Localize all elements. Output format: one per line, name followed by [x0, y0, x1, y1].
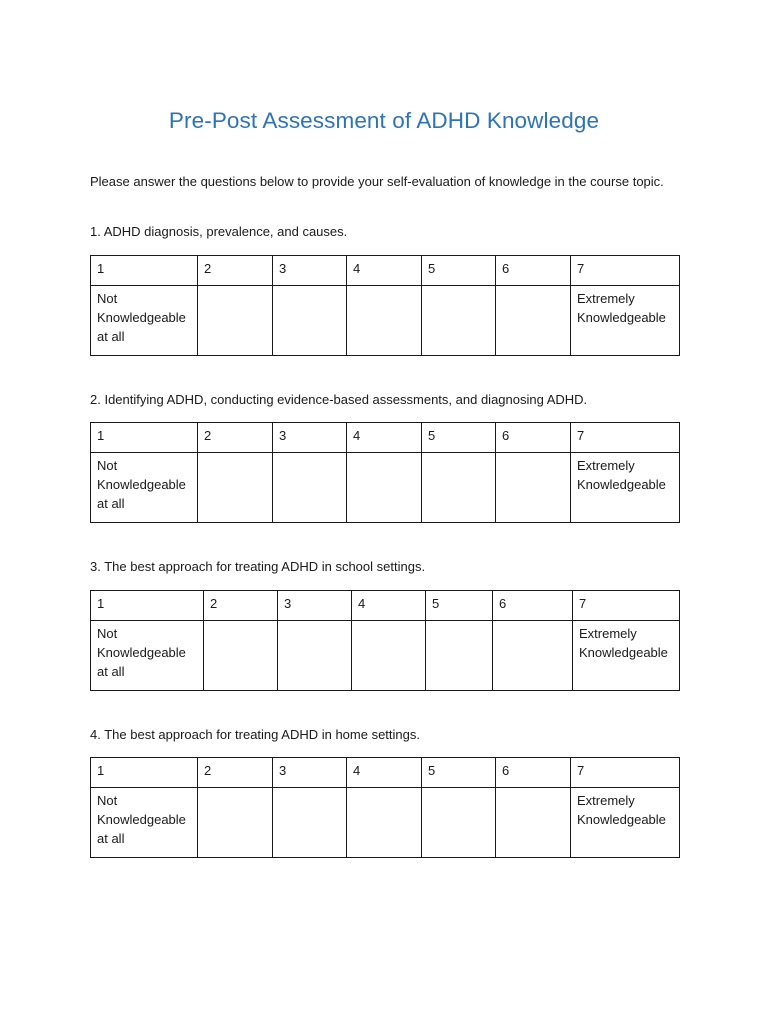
rating-cell-6[interactable] [496, 286, 571, 356]
anchor-label-line: Knowledgeable [97, 645, 186, 660]
anchor-label-line: Knowledgeable [577, 310, 666, 325]
scale-number-cell-6: 6 [496, 256, 571, 286]
scale-number-row [91, 256, 680, 286]
scale-low-anchor[interactable] [91, 453, 198, 523]
intro-text: Please answer the questions below to provide your self-evaluation of knowledge in the course topic. [90, 174, 664, 189]
anchor-label-line: Not [97, 626, 118, 641]
scale-number-cell-6: 6 [496, 423, 571, 453]
rating-cell-5[interactable] [426, 621, 493, 691]
rating-cell-6[interactable] [496, 788, 571, 858]
scale-high-anchor[interactable] [571, 286, 680, 356]
scale-number-cell-7: 7 [571, 758, 680, 788]
anchor-label-line: at all [97, 496, 125, 511]
rating-cell-4[interactable] [352, 621, 426, 691]
scale-number-cell-2: 2 [198, 256, 273, 286]
rating-cell-2[interactable] [204, 621, 278, 691]
rating-cell-5[interactable] [422, 286, 496, 356]
scale-anchor-row[interactable] [91, 286, 680, 356]
anchor-label-line: Not [97, 458, 118, 473]
rating-cell-6[interactable] [493, 621, 573, 691]
scale-number-cell-4: 4 [347, 423, 422, 453]
scale-number-cell-2: 2 [198, 758, 273, 788]
rating-cell-2[interactable] [198, 453, 273, 523]
anchor-label-line: Knowledgeable [579, 645, 668, 660]
anchor-label-line: Not [97, 793, 118, 808]
scale-high-anchor[interactable] [571, 788, 680, 858]
scale-number-cell-4: 4 [352, 591, 426, 621]
scale-number-cell-7: 7 [571, 423, 680, 453]
rating-cell-6[interactable] [496, 453, 571, 523]
anchor-label-line: Extremely [577, 291, 635, 306]
scale-number-cell-3: 3 [273, 758, 347, 788]
anchor-label-line: Knowledgeable [97, 477, 186, 492]
scale-anchor-row[interactable] [91, 788, 680, 858]
scale-number-row [91, 758, 680, 788]
rating-cell-3[interactable] [273, 453, 347, 523]
rating-cell-3[interactable] [273, 286, 347, 356]
scale-number-cell-7: 7 [571, 256, 680, 286]
rating-cell-2[interactable] [198, 788, 273, 858]
rating-cell-3[interactable] [273, 788, 347, 858]
rating-scale-table-2 [90, 422, 680, 523]
rating-scale-table-3 [90, 590, 680, 691]
question-2-text: 2. Identifying ADHD, conducting evidence-based assessments, and diagnosing ADHD. [90, 392, 588, 407]
scale-anchor-row[interactable] [91, 621, 680, 691]
scale-number-cell-3: 3 [273, 423, 347, 453]
anchor-label-line: Extremely [577, 458, 635, 473]
scale-high-anchor[interactable] [571, 453, 680, 523]
scale-number-cell-3: 3 [278, 591, 352, 621]
scale-number-cell-7: 7 [573, 591, 680, 621]
scale-number-cell-6: 6 [496, 758, 571, 788]
rating-cell-5[interactable] [422, 453, 496, 523]
anchor-label-line: at all [97, 664, 125, 679]
anchor-label-line: at all [97, 329, 125, 344]
anchor-label-line: Extremely [577, 793, 635, 808]
scale-high-anchor[interactable] [573, 621, 680, 691]
anchor-label-line: Knowledgeable [97, 310, 186, 325]
scale-low-anchor[interactable] [91, 621, 204, 691]
rating-cell-4[interactable] [347, 453, 422, 523]
scale-low-anchor[interactable] [91, 788, 198, 858]
scale-number-cell-5: 5 [422, 758, 496, 788]
rating-cell-2[interactable] [198, 286, 273, 356]
page-title: Pre-Post Assessment of ADHD Knowledge [168, 108, 600, 133]
scale-number-cell-5: 5 [426, 591, 493, 621]
question-3-text: 3. The best approach for treating ADHD in school settings. [90, 559, 426, 574]
scale-anchor-row[interactable] [91, 453, 680, 523]
scale-number-cell-1: 1 [91, 758, 198, 788]
scale-number-cell-2: 2 [198, 423, 273, 453]
rating-cell-4[interactable] [347, 788, 422, 858]
anchor-label-line: Knowledgeable [577, 477, 666, 492]
anchor-label-line: Extremely [579, 626, 637, 641]
scale-number-row [91, 591, 680, 621]
scale-number-cell-6: 6 [493, 591, 573, 621]
scale-number-cell-5: 5 [422, 423, 496, 453]
scale-number-cell-1: 1 [91, 423, 198, 453]
scale-number-cell-4: 4 [347, 758, 422, 788]
scale-number-row [91, 423, 680, 453]
scale-number-cell-3: 3 [273, 256, 347, 286]
rating-cell-5[interactable] [422, 788, 496, 858]
rating-cell-4[interactable] [347, 286, 422, 356]
rating-cell-3[interactable] [278, 621, 352, 691]
scale-number-cell-2: 2 [204, 591, 278, 621]
anchor-label-line: Knowledgeable [577, 812, 666, 827]
question-1-text: 1. ADHD diagnosis, prevalence, and causes. [90, 224, 348, 239]
scale-number-cell-1: 1 [91, 591, 204, 621]
anchor-label-line: at all [97, 831, 125, 846]
anchor-label-line: Knowledgeable [97, 812, 186, 827]
scale-number-cell-5: 5 [422, 256, 496, 286]
scale-number-cell-1: 1 [91, 256, 198, 286]
scale-low-anchor[interactable] [91, 286, 198, 356]
rating-scale-table-4 [90, 757, 680, 858]
scale-number-cell-4: 4 [347, 256, 422, 286]
question-4-text: 4. The best approach for treating ADHD in home settings. [90, 727, 420, 742]
anchor-label-line: Not [97, 291, 118, 306]
rating-scale-table-1 [90, 255, 680, 356]
